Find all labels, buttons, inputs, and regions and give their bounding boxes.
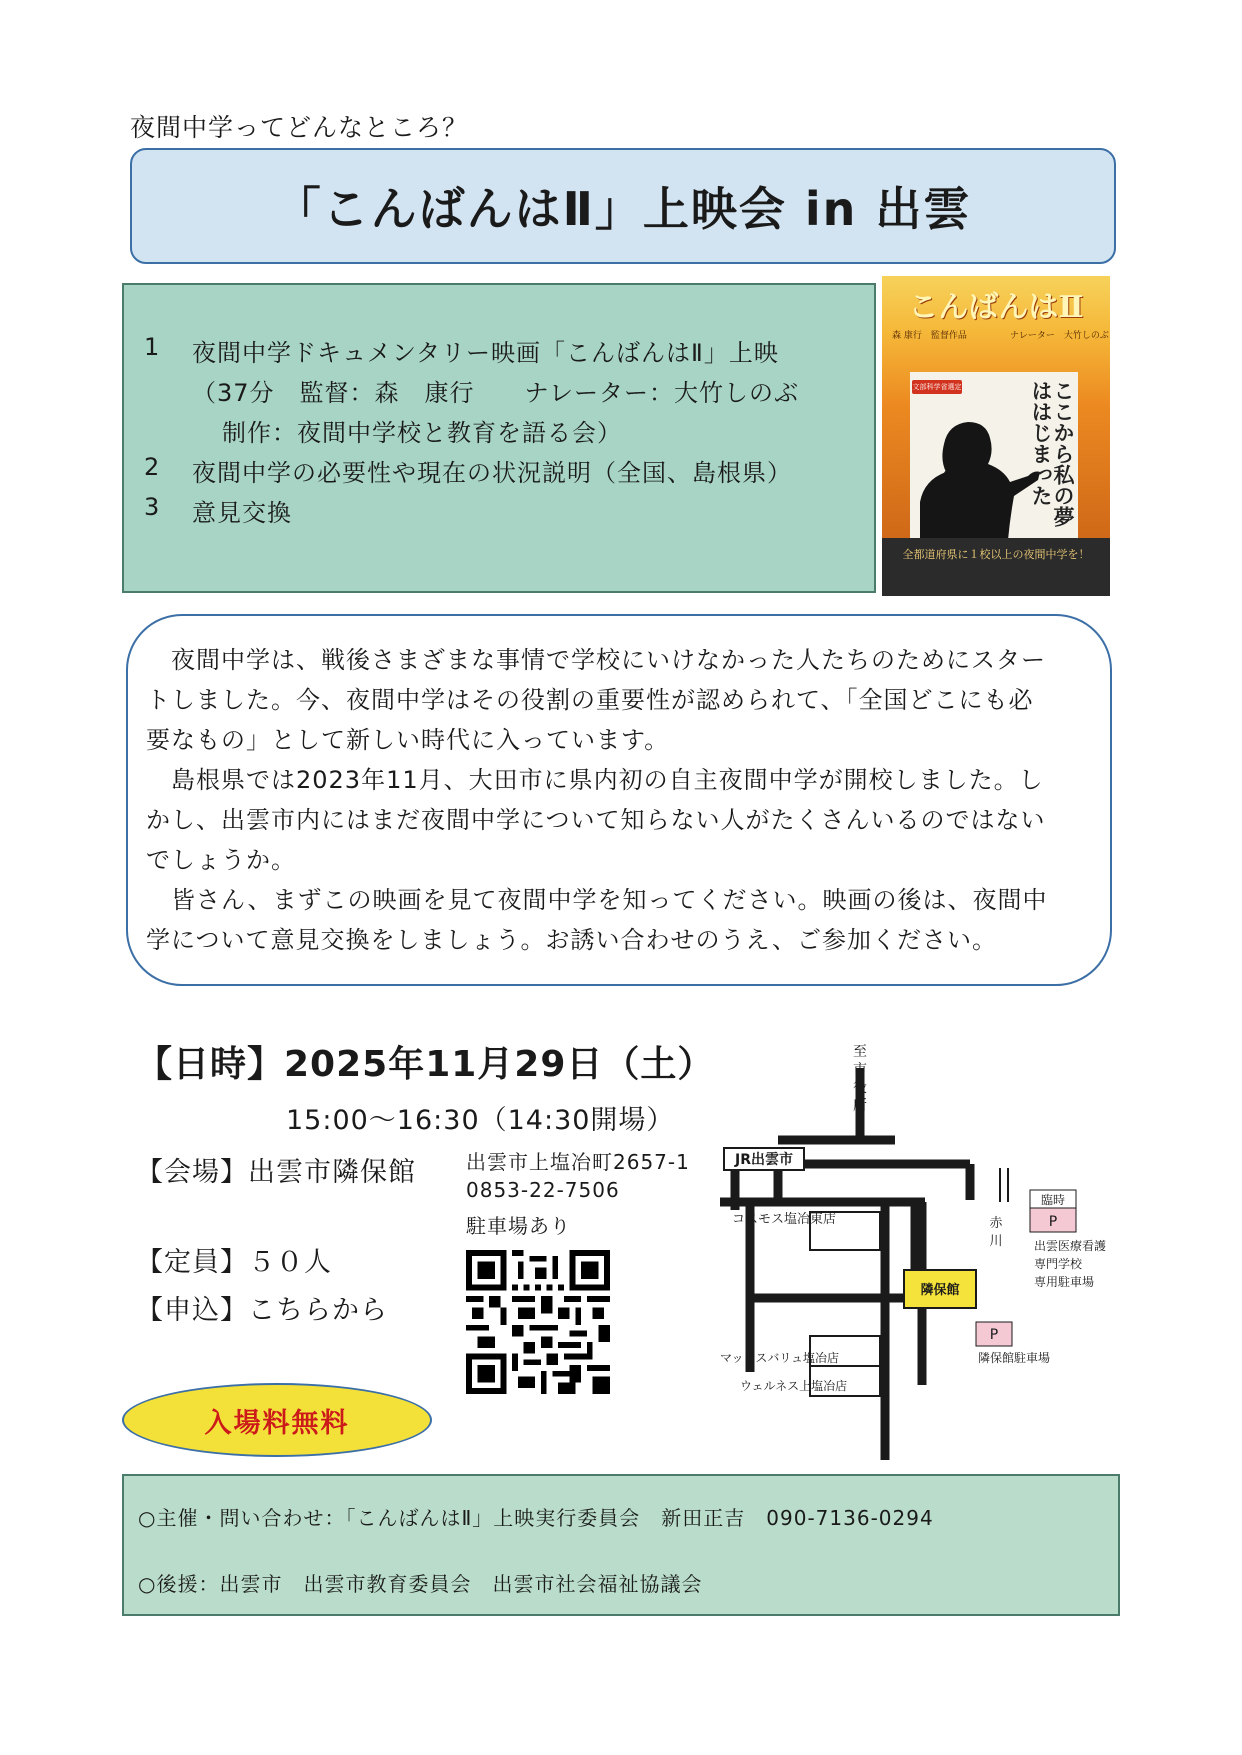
map-label-venue-parking: 隣保館駐車場 (978, 1351, 1051, 1365)
title-banner (130, 148, 1116, 264)
map-label-city-hall: 役 (853, 1080, 867, 1096)
map-label-venue: 隣保館 (920, 1283, 960, 1298)
description-line: かし、出雲市内にはまだ夜間中学について知らない人がたくさんいるのではない (146, 806, 1046, 834)
agenda-box (122, 283, 876, 593)
map-label-river: 赤 (989, 1216, 1003, 1231)
poster-narrator-credit: ナレーター 大竹しのぶ (1010, 331, 1109, 341)
map-label-temp-parking: 臨時 (1040, 1193, 1066, 1207)
agenda-text: 夜間中学ドキュメンタリー映画「こんばんはⅡ」上映 (192, 339, 779, 367)
event-capacity: 【定員】５０人 (136, 1247, 332, 1278)
poster-title: こんばんはⅡ (908, 290, 1084, 325)
footer-support: ○後援：出雲市 出雲市教育委員会 出雲市社会福祉協議会 (138, 1572, 703, 1596)
agenda-number: 3 (144, 493, 161, 521)
description-line: 学について意見交換をしましょう。お誘い合わせのうえ、ご参加ください。 (146, 926, 997, 954)
admission-free-badge: 入場料無料 (122, 1383, 432, 1457)
map-parking-icon: P (989, 1327, 999, 1343)
map-label-cosmos: コスモス塩冶東店 (732, 1212, 837, 1227)
map-label-station: JR出雲市 (735, 1152, 793, 1168)
access-map (700, 1040, 1140, 1470)
event-apply: 【申込】こちらから (136, 1295, 388, 1326)
eyebrow-question: 夜間中学ってどんなところ？ (130, 113, 469, 142)
map-label-city-hall: 市 (853, 1062, 867, 1078)
event-venue: 【会場】出雲市隣保館 (136, 1157, 416, 1188)
map-label-river: 川 (989, 1234, 1003, 1249)
poster-tagline: 全都道府県に１校以上の夜間中学を！ (902, 548, 1090, 561)
map-label-school: 専用駐車場 (1034, 1275, 1095, 1289)
description-line: でしょうか。 (146, 846, 296, 874)
poster-window (910, 372, 1078, 540)
poster-vertical-copy: ここから私の夢ははじまった (1029, 380, 1076, 527)
application-qr-code[interactable] (466, 1250, 610, 1394)
description-line: 皆さん、まずこの映画を見て夜間中学を知ってください。映画の後は、夜間中 (146, 886, 1048, 914)
parking-note: 駐車場あり (466, 1214, 571, 1238)
poster-badge: 文部科学省選定 (912, 380, 962, 394)
agenda-number: 2 (144, 453, 161, 481)
description-line: 島根県では2023年11月、大田市に県内初の自主夜間中学が開校しました。し (146, 766, 1044, 794)
agenda-text: 意見交換 (192, 499, 292, 527)
agenda-number: 1 (144, 333, 161, 361)
map-label-school: 出雲医療看護 (1034, 1239, 1107, 1253)
map-parking-icon: P (1048, 1214, 1058, 1230)
description-line: トしました。今、夜間中学はその役割の重要性が認められて、「全国どこにも必 (146, 686, 1034, 714)
movie-poster (882, 276, 1110, 596)
footer-box (122, 1474, 1120, 1616)
description-line: 夜間中学は、戦後さまざまな事情で学校にいけなかった人たちのためにスター (146, 646, 1046, 674)
agenda-text: 制作：夜間中学校と教育を語る会） (222, 419, 622, 447)
event-time: 15:00～16:30（14:30開場） (286, 1105, 675, 1136)
agenda-text: （37分 監督：森 康行 ナレーター：大竹しのぶ (192, 379, 800, 407)
map-label-city-hall: 至 (853, 1044, 867, 1060)
description-line: 要なもの」として新しい時代に入っています。 (146, 726, 670, 754)
map-label-maxvalu: マックスバリュ塩冶店 (720, 1351, 840, 1365)
footer-organizer: ○主催・問い合わせ：「こんばんはⅡ」上映実行委員会 新田正吉 090-7136-0294 (138, 1506, 934, 1530)
agenda-text: 夜間中学の必要性や現在の状況説明（全国、島根県） (192, 459, 792, 487)
event-datetime: 【日時】2025年11月29日（土） (136, 1044, 715, 1085)
poster-director-credit: 森 康行 監督作品 (892, 331, 967, 341)
map-label-school: 専門学校 (1034, 1257, 1083, 1271)
page-title: 「こんばんはⅡ」上映会 in 出雲 (274, 182, 972, 236)
venue-address: 出雲市上塩冶町2657-1 (466, 1150, 690, 1174)
venue-phone: 0853-22-7506 (466, 1178, 620, 1202)
map-label-wellness: ウェルネス上塩冶店 (740, 1379, 848, 1393)
map-label-city-hall: 所 (853, 1098, 867, 1114)
